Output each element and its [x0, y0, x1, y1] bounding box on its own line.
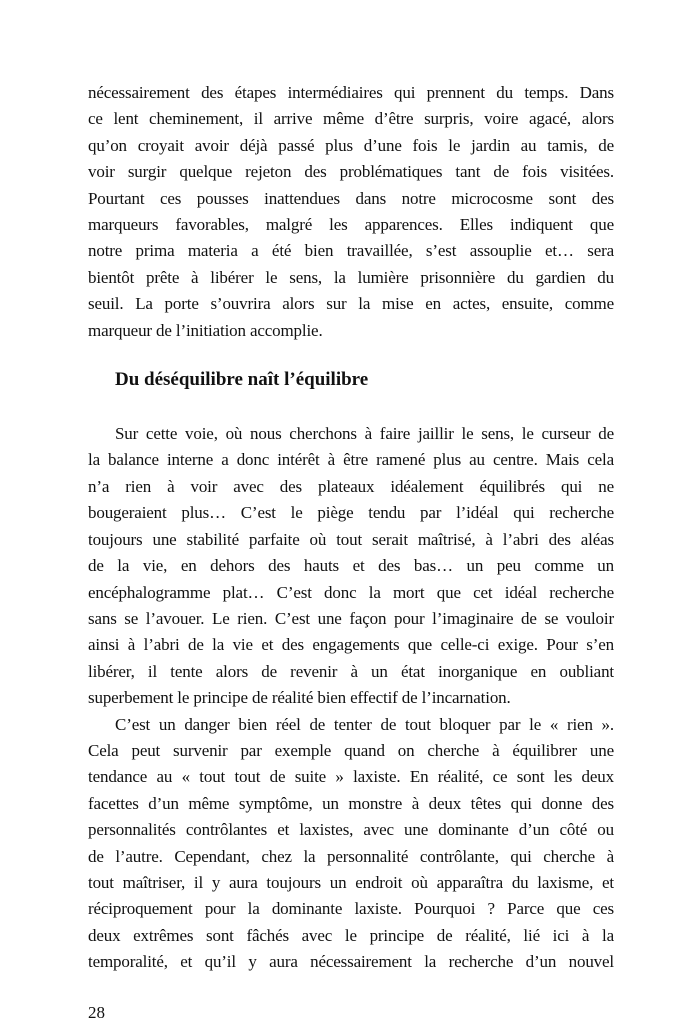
text-line: encéphalogramme plat… C’est donc la mort que cet idéal recherche	[88, 582, 614, 602]
text-line: bientôt prête à libérer le sens, la lumière prisonnière du gardien du	[88, 267, 614, 287]
text-line: qu’on croyait avoir déjà passé plus d’une fois le jardin au tamis, de	[88, 135, 614, 155]
text-line: Sur cette voie, où nous cherchons à faire jaillir le sens, le curseur de	[115, 424, 614, 444]
page-body	[88, 80, 614, 1026]
text-line: la balance interne a donc intérêt à être ramené plus au centre. Mais cela	[88, 450, 614, 470]
text-line: toujours une stabilité parfaite où tout serait maîtrisé, à l’abri des aléas	[88, 529, 614, 549]
text-line: seuil. La porte s’ouvrira alors sur la mise en actes, ensuite, comme	[88, 294, 614, 314]
text-line: ainsi à l’abri de la vie et des engagements que celle-ci exige. Pour s’en	[88, 635, 614, 655]
text-line: sans se l’avouer. Le rien. C’est une façon pour l’imaginaire de se vouloir	[88, 608, 614, 628]
text-line: de la vie, en dehors des hauts et des bas… un peu comme un	[88, 556, 614, 576]
text-line: temporalité, et qu’il y aura nécessairement la recherche d’un nouvel	[88, 952, 614, 972]
text-line: Cela peut survenir par exemple quand on cherche à équilibrer une	[88, 740, 614, 760]
text-line: tendance au « tout tout de suite » laxiste. En réalité, ce sont les deux	[88, 767, 614, 787]
text-line: C’est un danger bien réel de tenter de tout bloquer par le « rien ».	[115, 714, 614, 734]
text-line: bougeraient plus… C’est le piège tendu par l’idéal qui recherche	[88, 503, 614, 523]
text-line: de l’autre. Cependant, chez la personnalité contrôlante, qui cherche à	[88, 846, 614, 866]
text-line: personnalités contrôlantes et laxistes, avec une dominante d’un côté ou	[88, 820, 614, 840]
text-line: ce lent cheminement, il arrive même d’être surpris, voire agacé, alors	[88, 109, 614, 129]
text-line: notre prima materia a été bien travaillée, s’est assouplie et… sera	[88, 241, 614, 261]
text-line: superbement le principe de réalité bien effectif de l’incarnation.	[88, 688, 511, 708]
text-line: tout maîtriser, il y aura toujours un endroit où apparaîtra du laxisme, et	[88, 872, 614, 892]
text-line: voir surgir quelque rejeton des problématiques tant de fois visitées.	[88, 162, 614, 182]
text-line: marqueur de l’initiation accomplie.	[88, 320, 323, 340]
text-line: libérer, il tente alors de revenir à un état inorganique en oubliant	[88, 661, 614, 681]
text-line: deux extrêmes sont fâchés avec le principe de réalité, lié ici à la	[88, 925, 614, 945]
section-heading: Du déséquilibre naît l’équilibre	[115, 369, 369, 391]
text-line: marqueurs favorables, malgré les apparences. Elles indiquent que	[88, 215, 614, 235]
paragraph	[88, 421, 614, 711]
paragraph	[88, 712, 614, 976]
paragraph	[88, 80, 614, 344]
text-line: réciproquement pour la dominante laxiste. Pourquoi ? Parce que ces	[88, 899, 614, 919]
text-line: Pourtant ces pousses inattendues dans notre microcosme sont des	[88, 188, 614, 208]
text-line: facettes d’un même symptôme, un monstre à deux têtes qui donne des	[88, 793, 614, 813]
text-line: nécessairement des étapes intermédiaires qui prennent du temps. Dans	[88, 83, 614, 102]
text-line: n’a rien à voir avec des plateaux idéalement équilibrés qui ne	[88, 476, 614, 496]
page-number: 28	[88, 1002, 105, 1022]
